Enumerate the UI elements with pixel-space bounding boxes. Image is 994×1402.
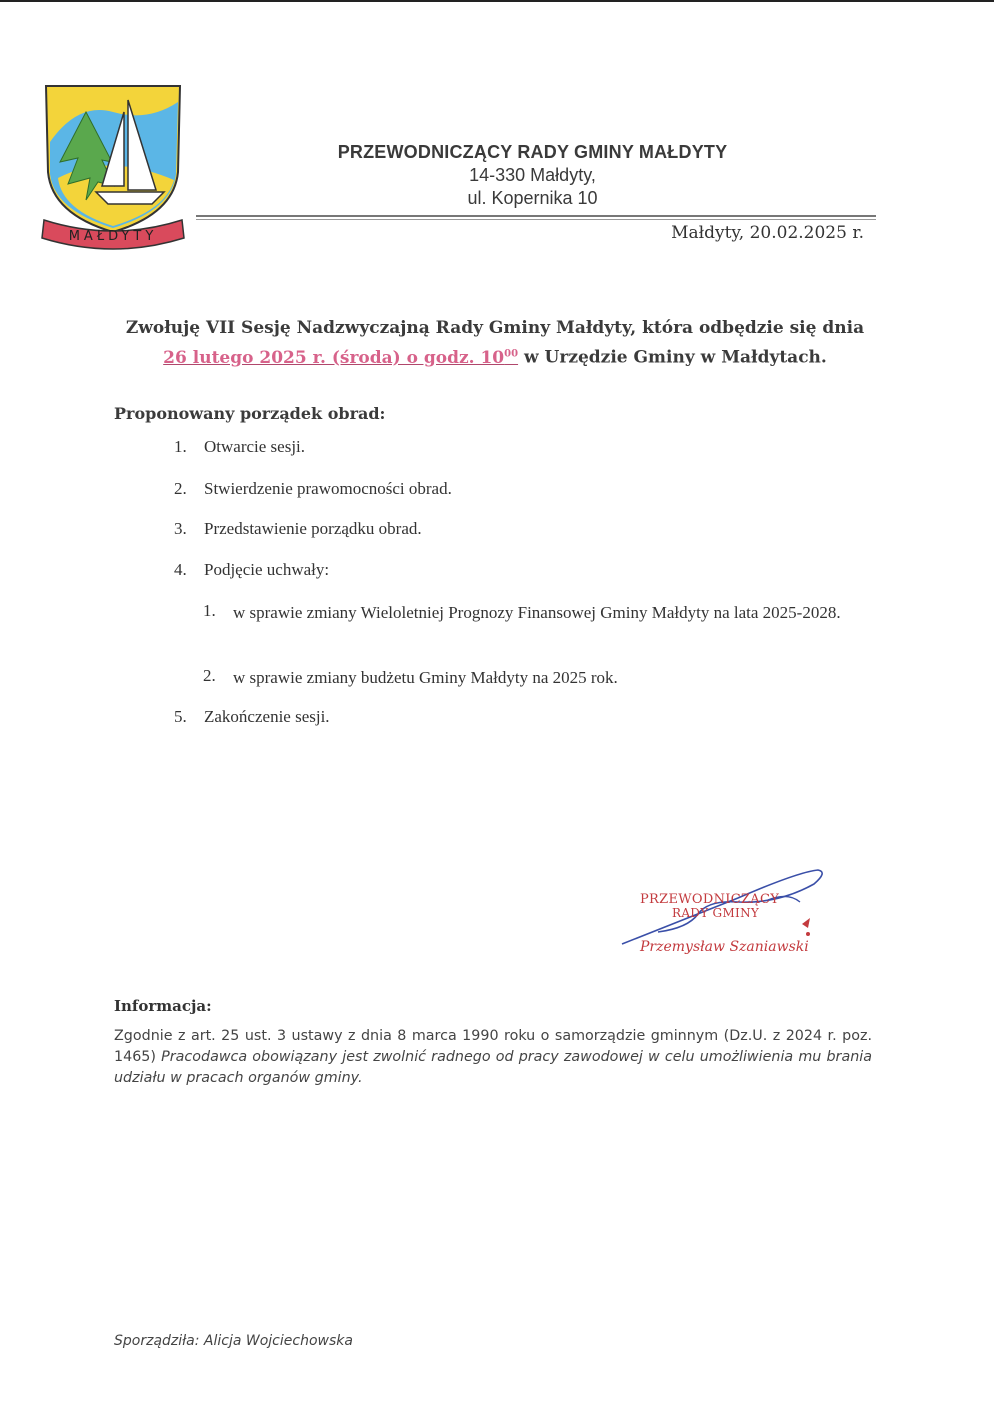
letterhead-title: PRZEWODNICZĄCY RADY GMINY MAŁDYTY [337,142,728,162]
document-date: Małdyty, 20.02.2025 r. [671,223,864,243]
session-time-superscript: 00 [504,348,519,359]
convocation-text [115,316,875,371]
agenda-item-number: 2. [174,479,187,498]
letterhead-postal: 14-330 Małdyty, [469,165,596,185]
info-title: Informacja: [114,997,212,1015]
prepared-by: Sporządziła: Alicja Wojciechowska [114,1333,353,1349]
stamp-title: PRZEWODNICZĄCY [640,892,780,907]
maldyty-crest-logo [38,82,188,254]
session-date-highlight [163,348,518,368]
agenda-item-text: Przedstawienie porządku obrad. [204,519,422,538]
letterhead-street: ul. Kopernika 10 [467,188,598,208]
agenda-item-number: 3. [174,519,187,538]
header-rule-thin [196,219,876,220]
crest-ribbon-text: MAŁDYTY [68,229,158,244]
session-location: w Urzędzie Gminy w Małdytach. [518,347,827,368]
agenda-subitem-number: 2. [203,666,216,685]
agenda-subitem-text: w sprawie zmiany budżetu Gminy Małdyty na 2025 rok. [233,668,618,687]
agenda-subitem-number: 1. [203,601,216,620]
agenda-title: Proponowany porządek obrad: [114,404,386,423]
info-legal-basis: Zgodnie z art. 25 ust. 3 ustawy z dnia 8 marca 1990 roku o samorządzie gminnym (Dz.U. z 2024 r. poz. 1465) [114,1028,872,1065]
agenda-item-text: Otwarcie sesji. [204,437,306,456]
header-rule [196,215,876,217]
info-employer-obligation: Pracodawca obowiązany jest zwolnić radnego od pracy zawodowej w celu umożliwienia mu brania udziału w pracach organów gminy. [114,1049,872,1086]
agenda-item-number: 1. [174,437,187,456]
info-body [114,1026,872,1089]
agenda-item-text: Podjęcie uchwały: [204,560,330,579]
convocation-line-2 [115,341,875,371]
session-date-text: 26 lutego 2025 r. (środa) o godz. 10 [163,347,505,368]
agenda-item-number: 4. [174,560,187,579]
stamp-council: RADY GMINY [672,906,760,920]
agenda-item-text: Zakończenie sesji. [204,707,330,726]
agenda-subitem-text: w sprawie zmiany Wieloletniej Prognozy Finansowej Gminy Małdyty na lata 2025-2028. [233,603,841,622]
agenda-item-text: Stwierdzenie prawomocności obrad. [204,479,452,498]
letterhead [200,142,865,209]
convocation-line-1: Zwołuję VII Sesję Nadzwyczajną Rady Gminy Małdyty, która odbędzie się dnia [125,318,865,338]
agenda-item-number: 5. [174,707,187,726]
stamp-signatory-name: Przemysław Szaniawski [640,939,809,955]
scan-top-border [0,0,994,2]
